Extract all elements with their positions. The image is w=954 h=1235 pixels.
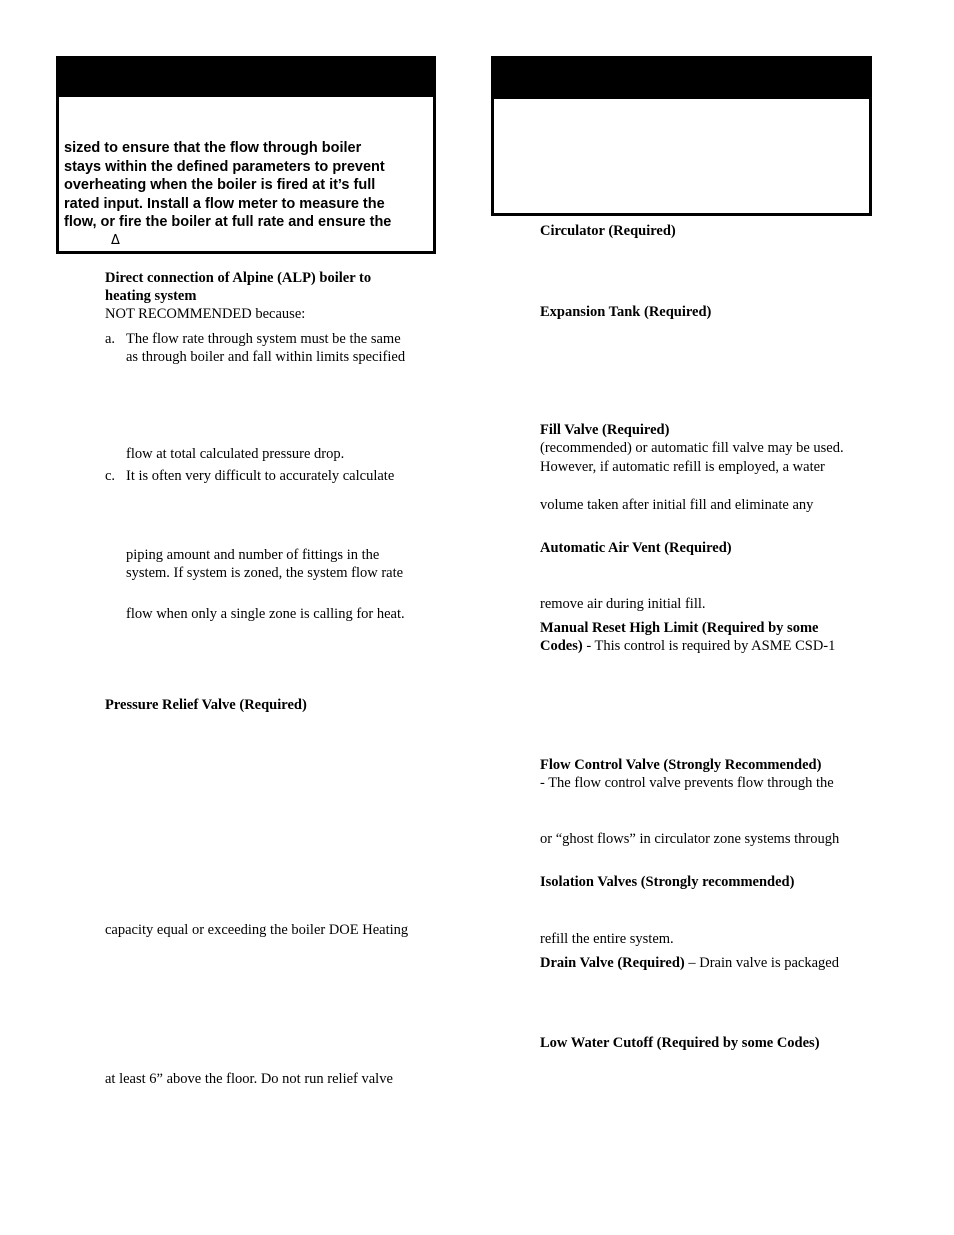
not-recommended-text: NOT RECOMMENDED because: xyxy=(105,306,306,322)
drain-valve-text: – Drain valve is packaged xyxy=(684,955,839,971)
flow-control-line-1: - The flow control valve prevents flow through the xyxy=(540,775,834,791)
high-limit-text: - This control is required by ASME CSD-1 xyxy=(582,638,836,654)
piping-line-1: piping amount and number of fittings in the xyxy=(126,547,380,563)
air-vent-heading: Automatic Air Vent (Required) xyxy=(540,540,732,556)
fill-valve-heading: Fill Valve (Required) xyxy=(540,422,670,438)
direct-connection-heading-2: heating system xyxy=(105,288,197,304)
high-limit-heading-1: Manual Reset High Limit (Required by some xyxy=(540,620,819,636)
fill-valve-line-3: volume taken after initial fill and eliminate any xyxy=(540,497,814,513)
direct-connection-heading-1: Direct connection of Alpine (ALP) boiler to xyxy=(105,270,372,286)
warning-line-5: flow, or fire the boiler at full rate and ensure the xyxy=(64,214,392,231)
floor-text: at least 6” above the floor. Do not run relief valve xyxy=(105,1071,393,1087)
pressure-relief-valve-heading: Pressure Relief Valve (Required) xyxy=(105,697,307,713)
item-a-marker: a. xyxy=(105,331,116,347)
warning-header-bar xyxy=(494,59,869,99)
single-zone-text: flow when only a single zone is calling for heat. xyxy=(126,606,405,622)
drain-valve-line xyxy=(540,954,839,972)
capacity-text: capacity equal or exceeding the boiler DOE Heating xyxy=(105,922,409,938)
item-a-line-1: The flow rate through system must be the same xyxy=(126,331,401,347)
item-c-marker: c. xyxy=(105,468,116,484)
flow-control-valve-heading: Flow Control Valve (Strongly Recommended) xyxy=(540,757,822,773)
fill-valve-line-2: However, if automatic refill is employed, a water xyxy=(540,459,825,475)
warning-header-bar xyxy=(59,59,433,97)
delta-symbol: Δ xyxy=(111,233,120,248)
piping-line-2: system. If system is zoned, the system flow rate xyxy=(126,565,404,581)
circulator-heading: Circulator (Required) xyxy=(540,223,676,239)
low-water-cutoff-heading: Low Water Cutoff (Required by some Codes) xyxy=(540,1035,820,1051)
item-c-line-1: It is often very difficult to accurately calculate xyxy=(126,468,395,484)
warning-line-4: rated input. Install a flow meter to measure the xyxy=(64,195,385,212)
high-limit-heading-2: Codes) xyxy=(540,638,583,654)
high-limit-line-2 xyxy=(540,637,835,655)
isolation-valves-heading: Isolation Valves (Strongly recommended) xyxy=(540,874,795,890)
fill-valve-line-1: (recommended) or automatic fill valve may be used. xyxy=(540,440,844,456)
warning-line-2: stays within the defined parameters to prevent xyxy=(64,158,385,175)
warning-line-3: overheating when the boiler is fired at it’s full xyxy=(64,177,376,194)
expansion-tank-heading: Expansion Tank (Required) xyxy=(540,304,712,320)
item-a-line-2: as through boiler and fall within limits specified xyxy=(126,349,406,365)
flow-total-text: flow at total calculated pressure drop. xyxy=(126,446,345,462)
warning-box-right xyxy=(491,56,872,216)
refill-text: refill the entire system. xyxy=(540,931,674,947)
warning-line-1: sized to ensure that the flow through boiler xyxy=(64,140,362,156)
remove-air-text: remove air during initial fill. xyxy=(540,596,706,612)
flow-control-line-2: or “ghost flows” in circulator zone systems through xyxy=(540,831,840,847)
drain-valve-heading: Drain Valve (Required) xyxy=(540,955,685,971)
warning-box-left xyxy=(56,56,436,254)
